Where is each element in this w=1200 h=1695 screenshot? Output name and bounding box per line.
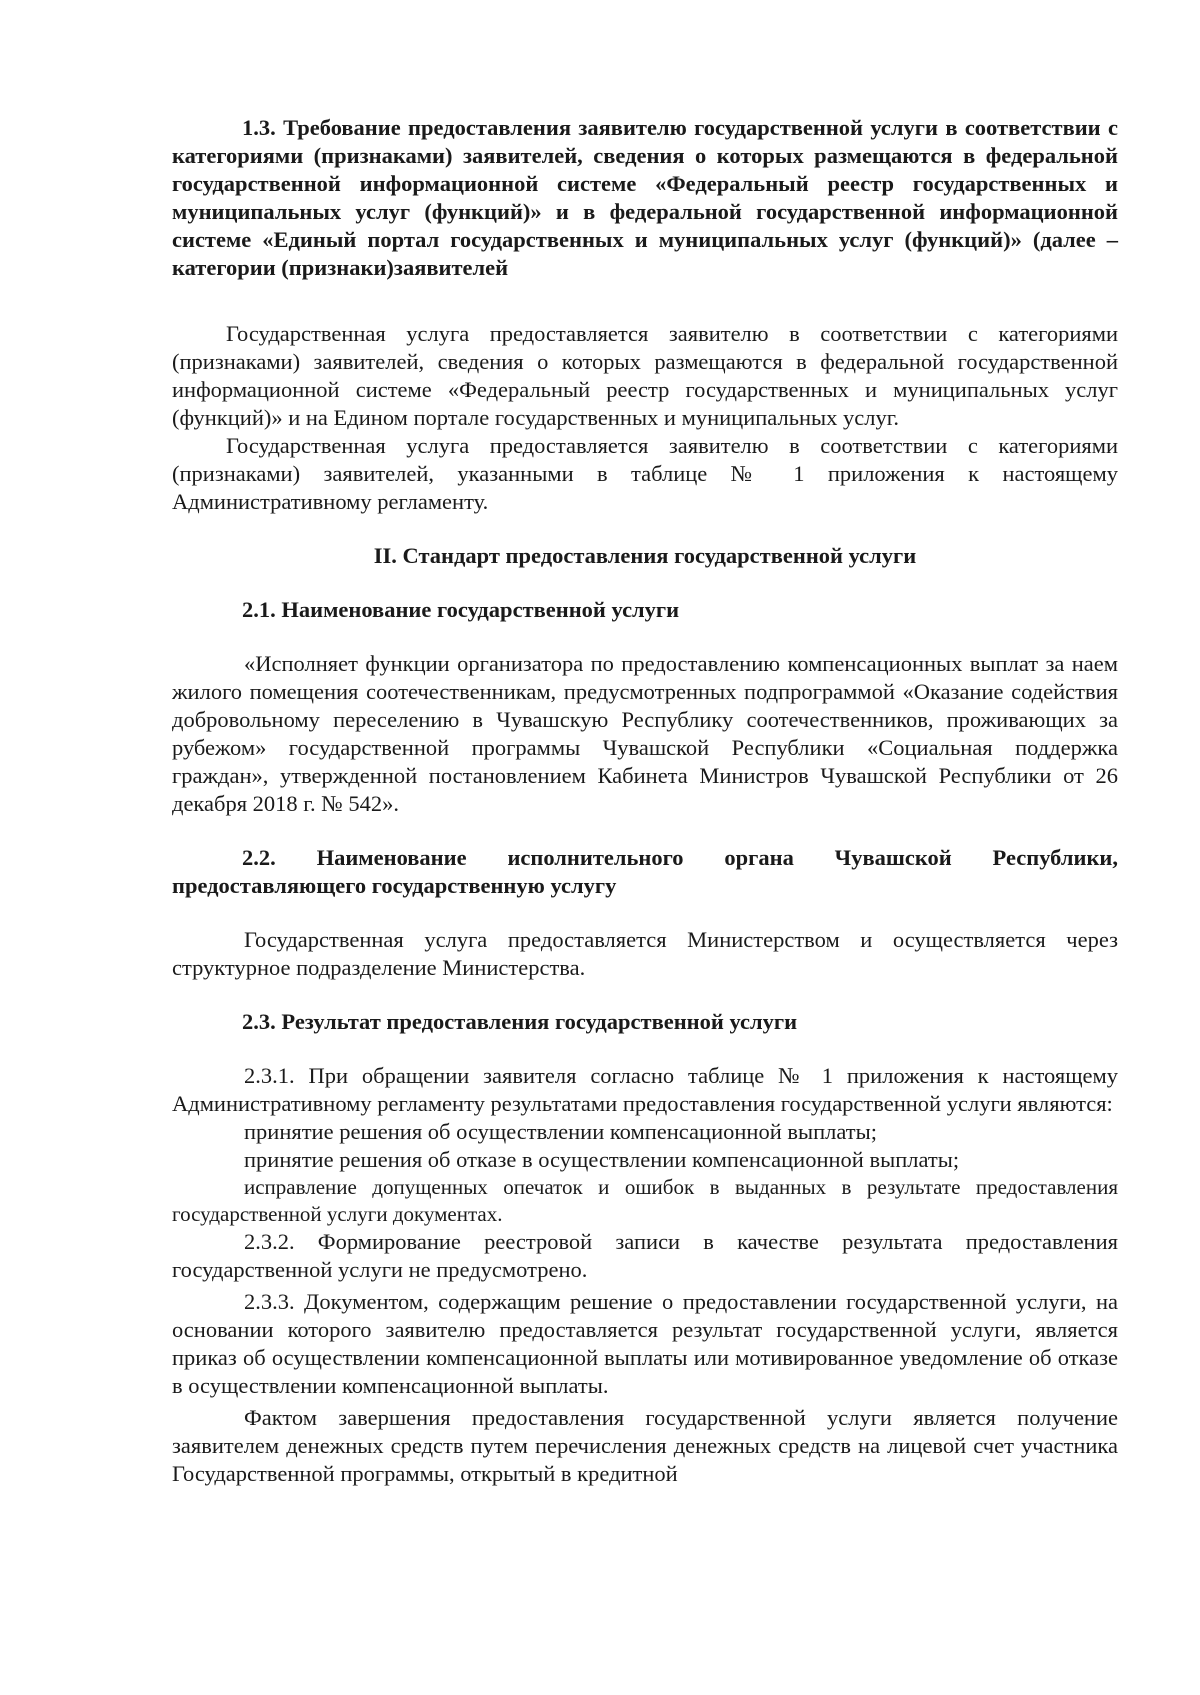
section-2-3-2-paragraph: 2.3.2. Формирование реестровой записи в качестве результата предоставления государственной услуги не предусмотрено. <box>172 1229 1118 1282</box>
section-2-3-1-paragraph: 2.3.1. При обращении заявителя согласно таблице № 1 приложения к настоящему Административному регламенту результатами предоставления государственной услуги являются: <box>172 1063 1118 1116</box>
section-2-3-1-item-2: принятие решения об отказе в осуществлении компенсационной выплаты; <box>244 1147 960 1172</box>
section-2-3-3-paragraph-2: Фактом завершения предоставления государственной услуги является получение заявителем денежных средств путем перечисления денежных средств на лицевой счет участника Государственной программы, открытый в кредитной <box>172 1405 1118 1486</box>
document-page <box>172 114 1118 1488</box>
section-2-2-paragraph: Государственная услуга предоставляется Министерством и осуществляется через структурное подразделение Министерства. <box>172 927 1118 980</box>
section-2-1-heading: 2.1. Наименование государственной услуги <box>242 597 680 622</box>
section-2-heading: II. Стандарт предоставления государственной услуги <box>373 543 917 568</box>
section-1-3-paragraph-2: Государственная услуга предоставляется заявителю в соответствии с категориями (признаками) заявителей, указанными в таблице № 1 приложения к настоящему Административному регламенту. <box>172 433 1118 514</box>
section-2-3-1-item-1: принятие решения об осуществлении компенсационной выплаты; <box>244 1119 877 1144</box>
section-1-3-heading: 1.3. Требование предоставления заявителю государственной услуги в соответствии с категориями (признаками) заявителей, сведения о которых размещаются в федеральной государственной информационной системе «Федеральный реестр государственных и муниципальных услуг (функций)» и в федеральной государственной информационной системе «Единый портал государственных и муниципальных услуг (функций)» (далее – категории (признаки)заявителей <box>172 115 1118 280</box>
section-2-1-paragraph: «Исполняет функции организатора по предоставлению компенсационных выплат за наем жилого помещения соотечественникам, предусмотренных подпрограммой «Оказание содействия добровольному переселению в Чувашскую Республику соотечественников, проживающих за рубежом» государственной программы Чувашской Республики «Социальная поддержка граждан», утвержденной постановлением Кабинета Министров Чувашской Республики от 26 декабря 2018 г. № 542». <box>172 651 1118 816</box>
section-2-3-1-item-3: исправление допущенных опечаток и ошибок в выданных в результате предоставления государственной услуги документах. <box>172 1175 1118 1226</box>
section-2-3-3-paragraph-1: 2.3.3. Документом, содержащим решение о предоставлении государственной услуги, на основании которого заявителю предоставляется результат государственной услуги, является приказ об осуществлении компенсационной выплаты или мотивированное уведомление об отказе в осуществлении компенсационной выплаты. <box>172 1289 1118 1398</box>
section-2-2-heading: 2.2. Наименование исполнительного органа Чувашской Республики, предоставляющего государственную услугу <box>172 845 1118 898</box>
section-2-3-heading: 2.3. Результат предоставления государственной услуги <box>242 1009 798 1034</box>
section-1-3-paragraph-1: Государственная услуга предоставляется заявителю в соответствии с категориями (признаками) заявителей, сведения о которых размещаются в федеральной государственной информационной системе «Федеральный реестр государственных и муниципальных услуг (функций)» и на Едином портале государственных и муниципальных услуг. <box>172 321 1118 430</box>
